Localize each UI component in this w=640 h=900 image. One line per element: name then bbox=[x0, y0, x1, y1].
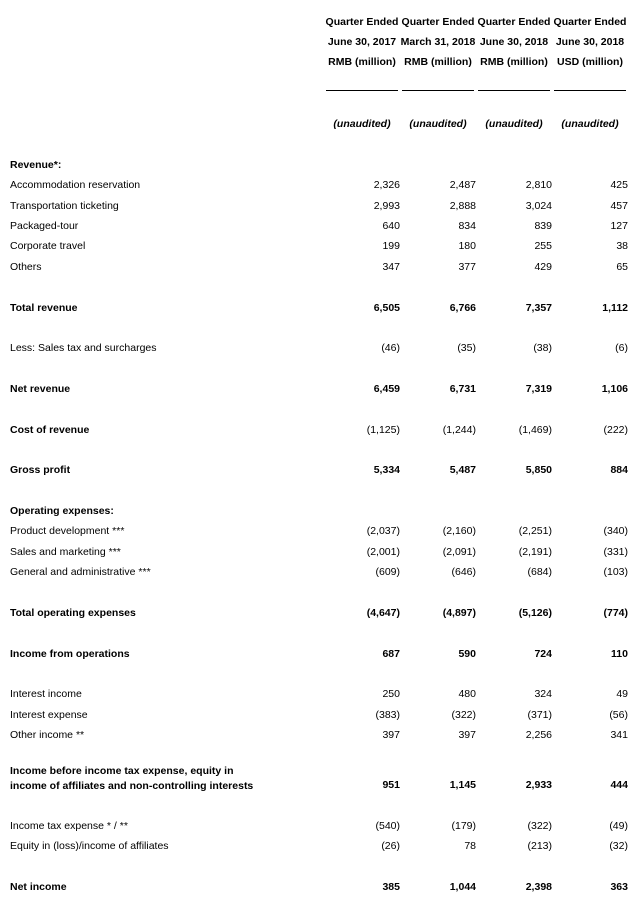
row-label: General and administrative *** bbox=[10, 566, 151, 578]
row-income-before-tax bbox=[0, 779, 640, 795]
value-cell: (32) bbox=[609, 840, 628, 852]
value-cell: 6,731 bbox=[449, 383, 476, 395]
column-header-2-line2: March 31, 2018 bbox=[400, 36, 476, 48]
value-cell: (383) bbox=[375, 709, 400, 721]
value-cell: (2,001) bbox=[366, 546, 400, 558]
value-cell: 2,993 bbox=[373, 200, 400, 212]
value-cell: 49 bbox=[616, 688, 628, 700]
column-header-4 bbox=[552, 12, 628, 72]
row-label: Packaged-tour bbox=[10, 220, 79, 232]
value-cell: 640 bbox=[382, 220, 400, 232]
row-total-operating-expenses bbox=[0, 607, 640, 623]
unaudited-label-1: (unaudited) bbox=[333, 118, 391, 130]
row-sales-tax bbox=[0, 342, 640, 358]
row-income-from-operations bbox=[0, 648, 640, 664]
row-general-administrative bbox=[0, 566, 640, 582]
value-cell: (322) bbox=[527, 820, 552, 832]
row-equity-affiliates bbox=[0, 840, 640, 856]
value-cell: 6,766 bbox=[449, 302, 476, 314]
unaudited-label-4: (unaudited) bbox=[561, 118, 619, 130]
header-rule-3 bbox=[478, 90, 550, 91]
operating-expenses-heading: Operating expenses: bbox=[10, 505, 114, 517]
row-label: Equity in (loss)/income of affiliates bbox=[10, 840, 169, 852]
column-header-3-line1: Quarter Ended bbox=[477, 16, 551, 28]
row-label: Gross profit bbox=[10, 464, 71, 476]
value-cell: 834 bbox=[458, 220, 476, 232]
row-label: Total operating expenses bbox=[10, 607, 136, 619]
value-cell: (222) bbox=[603, 424, 628, 436]
header-rule-1 bbox=[326, 90, 398, 91]
header-rule-4 bbox=[554, 90, 626, 91]
unaudited-label-2: (unaudited) bbox=[409, 118, 467, 130]
value-cell: 250 bbox=[382, 688, 400, 700]
value-cell: (49) bbox=[609, 820, 628, 832]
value-cell: 65 bbox=[616, 261, 628, 273]
row-packaged-tour bbox=[0, 220, 640, 236]
row-label: Sales and marketing *** bbox=[10, 546, 121, 558]
value-cell: (56) bbox=[609, 709, 628, 721]
value-cell: 457 bbox=[610, 200, 628, 212]
value-cell: 1,112 bbox=[602, 302, 628, 314]
column-header-3-line3: RMB (million) bbox=[480, 56, 548, 68]
value-cell: (103) bbox=[603, 566, 628, 578]
row-label: Income tax expense * / ** bbox=[10, 820, 128, 832]
value-cell: (774) bbox=[603, 607, 628, 619]
row-label: Interest expense bbox=[10, 709, 88, 721]
value-cell: 2,933 bbox=[525, 779, 552, 791]
value-cell: 255 bbox=[534, 240, 552, 252]
value-cell: 6,459 bbox=[373, 383, 400, 395]
column-header-4-line3: USD (million) bbox=[557, 56, 623, 68]
row-label: Others bbox=[10, 261, 42, 273]
value-cell: (213) bbox=[527, 840, 552, 852]
income-before-tax-label-line2: income of affiliates and non-controlling interests bbox=[10, 780, 254, 792]
row-cost-of-revenue bbox=[0, 424, 640, 440]
row-label: Transportation ticketing bbox=[10, 200, 119, 212]
value-cell: 1,106 bbox=[601, 383, 628, 395]
value-cell: 2,256 bbox=[525, 729, 552, 741]
value-cell: 377 bbox=[458, 261, 476, 273]
value-cell: 2,326 bbox=[373, 179, 400, 191]
value-cell: 5,850 bbox=[525, 464, 552, 476]
value-cell: 687 bbox=[382, 648, 400, 660]
value-cell: 444 bbox=[610, 779, 628, 791]
row-label: Accommodation reservation bbox=[10, 179, 141, 191]
column-header-1 bbox=[324, 12, 400, 72]
row-label: Net revenue bbox=[10, 383, 71, 395]
value-cell: 884 bbox=[610, 464, 628, 476]
row-interest-income bbox=[0, 688, 640, 704]
value-cell: (1,244) bbox=[442, 424, 476, 436]
value-cell: (4,897) bbox=[442, 607, 476, 619]
value-cell: 5,334 bbox=[373, 464, 400, 476]
value-cell: (322) bbox=[451, 709, 476, 721]
value-cell: 6,505 bbox=[373, 302, 400, 314]
value-cell: 2,888 bbox=[449, 200, 476, 212]
row-interest-expense bbox=[0, 709, 640, 725]
value-cell: 1,145 bbox=[449, 779, 476, 791]
value-cell: (46) bbox=[381, 342, 400, 354]
value-cell: 425 bbox=[610, 179, 628, 191]
value-cell: 590 bbox=[458, 648, 476, 660]
row-product-development bbox=[0, 525, 640, 541]
row-net-revenue bbox=[0, 383, 640, 399]
row-label: Other income ** bbox=[10, 729, 85, 741]
value-cell: 180 bbox=[458, 240, 476, 252]
value-cell: (5,126) bbox=[518, 607, 552, 619]
value-cell: (2,251) bbox=[518, 525, 552, 537]
value-cell: 3,024 bbox=[525, 200, 552, 212]
value-cell: 7,319 bbox=[525, 383, 552, 395]
value-cell: 1,044 bbox=[449, 881, 476, 893]
row-accommodation bbox=[0, 179, 640, 195]
row-label: Income from operations bbox=[10, 648, 130, 660]
value-cell: (4,647) bbox=[366, 607, 400, 619]
value-cell: 951 bbox=[382, 779, 400, 791]
row-gross-profit bbox=[0, 464, 640, 480]
value-cell: 2,810 bbox=[525, 179, 552, 191]
row-corporate-travel bbox=[0, 240, 640, 256]
column-header-4-line1: Quarter Ended bbox=[553, 16, 627, 28]
header-rule-2 bbox=[402, 90, 474, 91]
column-header-1-line1: Quarter Ended bbox=[325, 16, 399, 28]
value-cell: 397 bbox=[382, 729, 400, 741]
row-label: Interest income bbox=[10, 688, 82, 700]
value-cell: (26) bbox=[381, 840, 400, 852]
value-cell: 38 bbox=[616, 240, 628, 252]
row-others bbox=[0, 261, 640, 277]
value-cell: 110 bbox=[611, 648, 628, 660]
value-cell: (1,469) bbox=[518, 424, 552, 436]
value-cell: 839 bbox=[534, 220, 552, 232]
value-cell: 429 bbox=[534, 261, 552, 273]
column-header-2-line3: RMB (million) bbox=[404, 56, 472, 68]
value-cell: 397 bbox=[458, 729, 476, 741]
value-cell: 2,487 bbox=[449, 179, 476, 191]
value-cell: 7,357 bbox=[525, 302, 552, 314]
value-cell: (340) bbox=[603, 525, 628, 537]
value-cell: 78 bbox=[464, 840, 476, 852]
column-header-1-line3: RMB (million) bbox=[328, 56, 396, 68]
column-header-2 bbox=[400, 12, 476, 72]
row-net-income bbox=[0, 881, 640, 897]
value-cell: (2,191) bbox=[518, 546, 552, 558]
value-cell: 480 bbox=[458, 688, 476, 700]
row-label: Cost of revenue bbox=[10, 424, 90, 436]
value-cell: (540) bbox=[375, 820, 400, 832]
value-cell: 324 bbox=[534, 688, 552, 700]
column-header-3 bbox=[476, 12, 552, 72]
value-cell: (2,160) bbox=[442, 525, 476, 537]
column-header-3-line2: June 30, 2018 bbox=[479, 36, 549, 48]
column-header-1-line2: June 30, 2017 bbox=[327, 36, 397, 48]
row-sales-marketing bbox=[0, 546, 640, 562]
value-cell: 2,398 bbox=[525, 881, 552, 893]
value-cell: (2,037) bbox=[366, 525, 400, 537]
value-cell: 341 bbox=[610, 729, 628, 741]
row-other-income bbox=[0, 729, 640, 745]
value-cell: 724 bbox=[534, 648, 552, 660]
value-cell: (6) bbox=[615, 342, 628, 354]
row-transportation bbox=[0, 200, 640, 216]
row-income-tax-expense bbox=[0, 820, 640, 836]
value-cell: (646) bbox=[451, 566, 476, 578]
value-cell: 363 bbox=[610, 881, 628, 893]
value-cell: (331) bbox=[603, 546, 628, 558]
row-label: Total revenue bbox=[10, 302, 78, 314]
row-label: Net income bbox=[10, 881, 67, 893]
value-cell: 5,487 bbox=[449, 464, 476, 476]
unaudited-label-3: (unaudited) bbox=[485, 118, 543, 130]
row-label: Product development *** bbox=[10, 525, 125, 537]
value-cell: (179) bbox=[451, 820, 476, 832]
value-cell: (1,125) bbox=[366, 424, 400, 436]
row-label: Less: Sales tax and surcharges bbox=[10, 342, 157, 354]
column-header-4-line2: June 30, 2018 bbox=[555, 36, 625, 48]
income-before-tax-label-line1: Income before income tax expense, equity in bbox=[10, 765, 234, 777]
value-cell: 347 bbox=[382, 261, 400, 273]
value-cell: (35) bbox=[457, 342, 476, 354]
value-cell: 385 bbox=[382, 881, 400, 893]
value-cell: (371) bbox=[527, 709, 552, 721]
value-cell: (609) bbox=[375, 566, 400, 578]
value-cell: 199 bbox=[382, 240, 400, 252]
revenue-section-heading: Revenue*: bbox=[10, 159, 62, 171]
column-header-2-line1: Quarter Ended bbox=[401, 16, 475, 28]
row-total-revenue bbox=[0, 302, 640, 318]
value-cell: (684) bbox=[527, 566, 552, 578]
value-cell: (2,091) bbox=[442, 546, 476, 558]
row-label: Corporate travel bbox=[10, 240, 86, 252]
value-cell: 127 bbox=[610, 220, 628, 232]
value-cell: (38) bbox=[533, 342, 552, 354]
